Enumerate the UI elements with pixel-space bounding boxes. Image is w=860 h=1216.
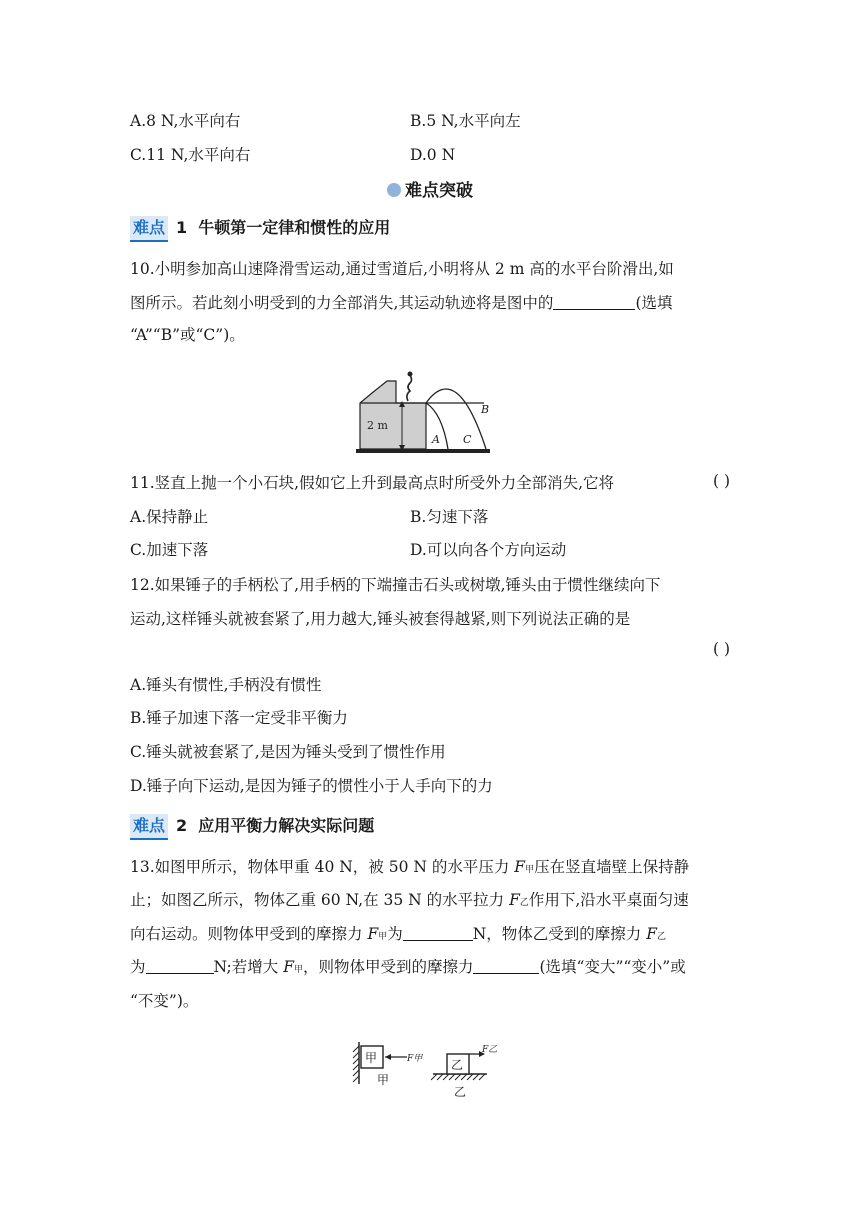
q12-option-b: B.锤子加速下落一定受非平衡力 xyxy=(130,709,348,727)
q12-option-c: C.锤头就被套紧了,是因为锤头受到了惯性作用 xyxy=(130,743,446,761)
q12-answer-paren[interactable]: ( ) xyxy=(712,640,730,658)
q13-blank-2[interactable] xyxy=(146,957,214,974)
q13-caption-jia: 甲 xyxy=(377,1073,390,1087)
q13-blank-1[interactable] xyxy=(403,924,473,941)
topic-2-heading: 难点 2 应用平衡力解决实际问题 xyxy=(130,814,374,840)
q10-line-2: 图所示。若此刻小明受到的力全部消失,其运动轨迹将是图中的 (选填 xyxy=(130,294,673,312)
q10-path-c-label: C xyxy=(463,433,472,446)
q12-line-2: 运动,这样锤头就被套紧了,用力越大,锤头被套得越紧,则下列说法正确的是 xyxy=(130,610,631,628)
topic-2-tag: 难点 xyxy=(130,814,168,840)
q9-option-a: A.8 N,水平向右 xyxy=(130,112,241,130)
topic-2-title: 应用平衡力解决实际问题 xyxy=(198,816,375,835)
section-icon xyxy=(387,183,401,197)
q9-option-d: D.0 N xyxy=(410,146,456,164)
q10-line-1: 10.小明参加高山速降滑雪运动,通过雪道后,小明将从 2 m 高的水平台阶滑出,如 xyxy=(130,260,674,278)
topic-1-title: 牛顿第一定律和惯性的应用 xyxy=(198,218,391,237)
q13-line-5: “不变”)。 xyxy=(130,992,199,1010)
q12-line-1: 12.如果锤子的手柄松了,用手柄的下端撞击石头或树墩,锤头由于惯性继续向下 xyxy=(130,576,661,594)
q9-option-row-1 xyxy=(130,110,521,132)
q13-line-4: 为 N;若增大 F甲，则物体甲受到的摩擦力 (选填“变大”“变小”或 xyxy=(130,958,686,976)
q13-force-jia-label: F甲 xyxy=(407,1054,423,1064)
q10-line-3: “A”“B”或“C”)。 xyxy=(130,326,245,344)
q10-height-label: 2 m xyxy=(367,419,388,432)
q13-figure xyxy=(345,1038,515,1102)
q13-blank-3[interactable] xyxy=(473,957,539,974)
q11-answer-paren[interactable]: ( ) xyxy=(712,472,730,490)
q13-line-1: 13.如图甲所示，物体甲重 40 N，被 50 N 的水平压力 F甲压在竖直墙壁上保持静 xyxy=(130,858,690,876)
q13-line-3: 向右运动。则物体甲受到的摩擦力 F甲为 N，物体乙受到的摩擦力 F乙 xyxy=(130,925,667,943)
q11-option-row-1 xyxy=(130,506,489,528)
q11-option-row-2 xyxy=(130,539,567,561)
q10-path-a-label: A xyxy=(432,433,440,446)
topic-1-tag: 难点 xyxy=(130,216,168,242)
q13-caption-yi: 乙 xyxy=(454,1085,467,1099)
q13-block-yi-label: 乙 xyxy=(451,1058,464,1072)
q9-option-b: B.5 N,水平向左 xyxy=(410,112,521,130)
q10-path-b-label: B xyxy=(481,403,490,416)
q10-figure xyxy=(352,365,502,455)
q13-block-jia-label: 甲 xyxy=(365,1051,378,1065)
q11-option-d: D.可以向各个方向运动 xyxy=(410,541,567,559)
q11-option-c: C.加速下落 xyxy=(130,541,209,559)
section-title: 难点突破 xyxy=(0,176,860,201)
q9-option-c: C.11 N,水平向右 xyxy=(130,146,251,164)
q11-option-b: B.匀速下落 xyxy=(410,508,489,526)
q12-option-d: D.锤子向下运动,是因为锤子的惯性小于人手向下的力 xyxy=(130,777,493,795)
q11-option-a: A.保持静止 xyxy=(130,508,209,526)
q11-stem: 11.竖直上抛一个小石块,假如它上升到最高点时所受外力全部消失,它将 xyxy=(130,474,615,492)
q13-force-yi-label: F乙 xyxy=(482,1045,498,1055)
q13-line-2: 止；如图乙所示，物体乙重 60 N,在 35 N 的水平拉力 F乙作用下,沿水平桌面匀速 xyxy=(130,891,689,909)
q9-option-row-2 xyxy=(130,144,456,166)
q10-answer-blank[interactable] xyxy=(553,293,635,310)
topic-1-heading: 难点 1 牛顿第一定律和惯性的应用 xyxy=(130,216,390,242)
q12-option-a: A.锤头有惯性,手柄没有惯性 xyxy=(130,676,322,694)
